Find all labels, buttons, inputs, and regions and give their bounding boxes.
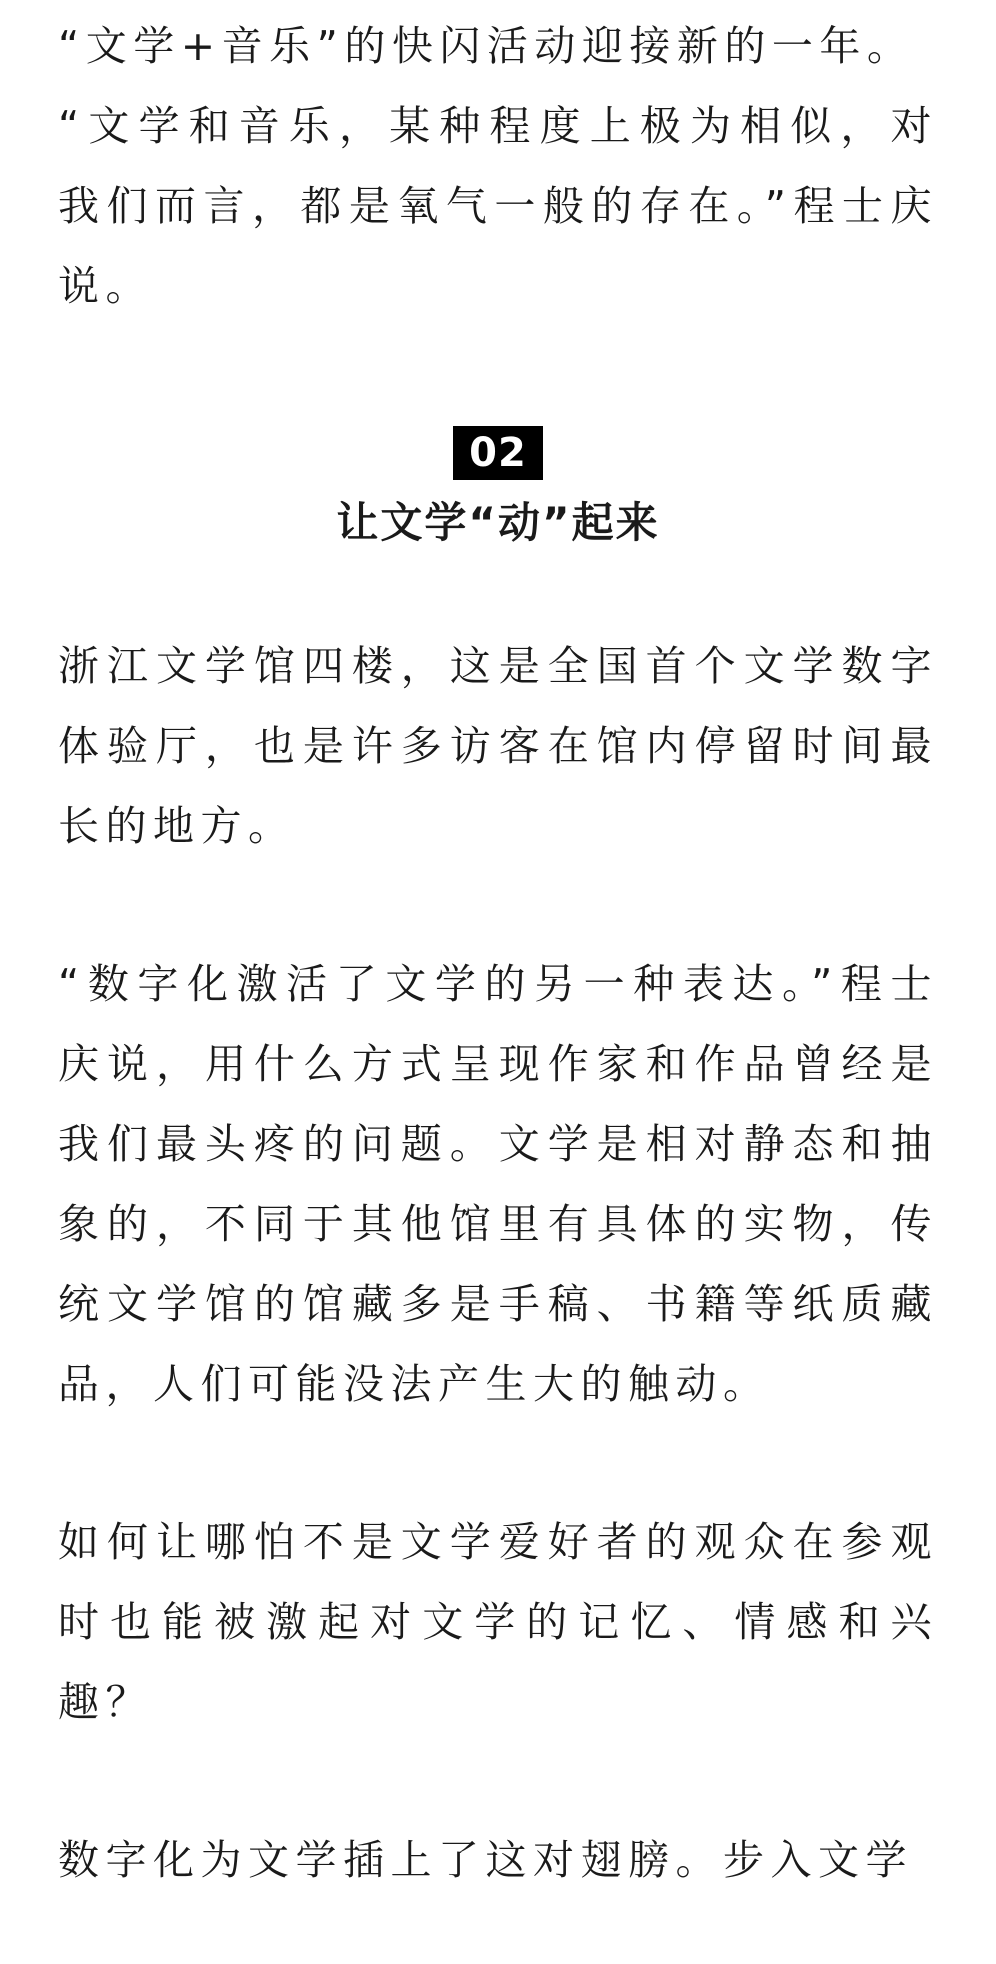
intro-block xyxy=(58,6,938,326)
body-paragraph-1: 浙江文学馆四楼，这是全国首个文学数字体验厅，也是许多访客在馆内停留时间最长的地方。 xyxy=(58,642,938,850)
body-paragraph-2: “数字化激活了文学的另一种表达。”程士庆说，用什么方式呈现作家和作品曾经是我们最头疼的问题。文学是相对静态和抽象的，不同于其他馆里有具体的实物，传统文学馆的馆藏多是手稿、书籍等纸质藏品，人们可能没法产生大的触动。 xyxy=(58,960,938,1408)
section-title: 让文学“动”起来 xyxy=(336,498,660,547)
article-body xyxy=(58,0,938,1900)
section-body xyxy=(58,626,938,1900)
section-number-badge: 02 xyxy=(453,426,543,480)
section-header xyxy=(58,426,938,554)
intro-paragraph-2: “文学和音乐，某种程度上极为相似，对我们而言，都是氧气一般的存在。”程士庆说。 xyxy=(58,102,938,310)
body-paragraph-3: 如何让哪怕不是文学爱好者的观众在参观时也能被激起对文学的记忆、情感和兴趣？ xyxy=(58,1518,938,1726)
body-paragraph-4: 数字化为文学插上了这对翅膀。步入文学 xyxy=(58,1836,913,1884)
intro-paragraph-1: “文学+音乐”的快闪活动迎接新的一年。 xyxy=(58,22,915,70)
